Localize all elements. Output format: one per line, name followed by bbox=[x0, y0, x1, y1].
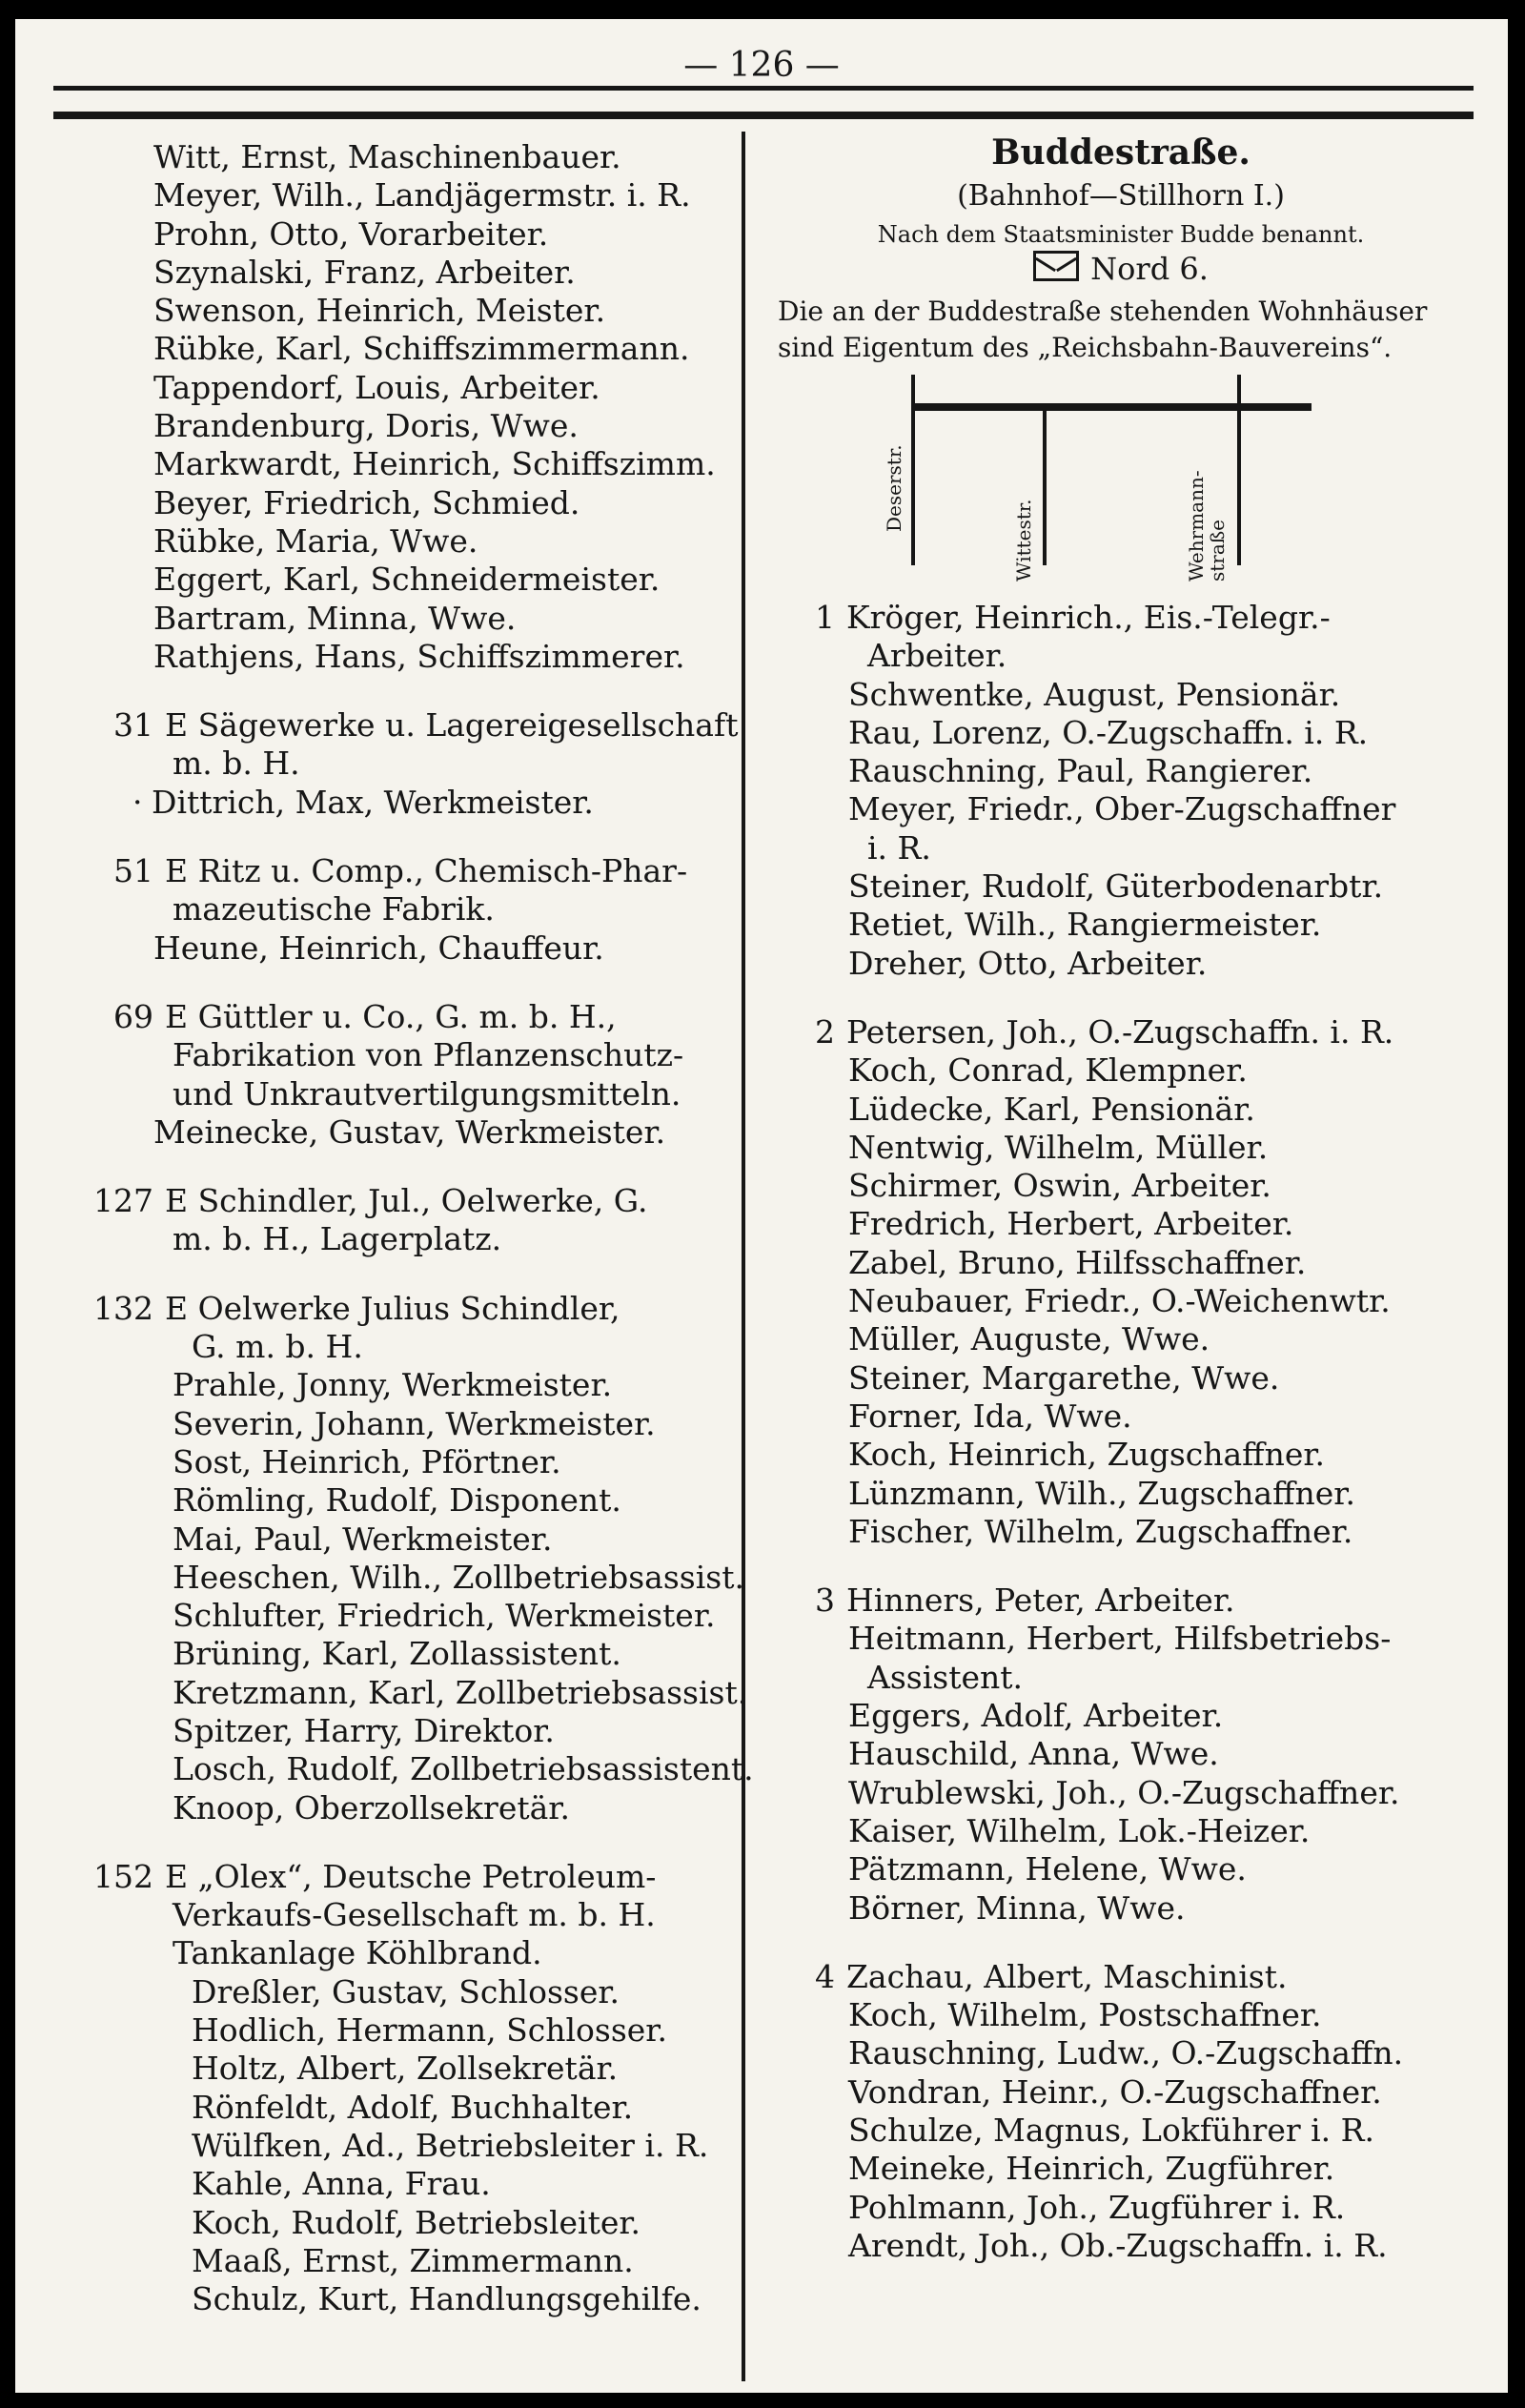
street-description bbox=[778, 294, 1474, 366]
resident: Beyer, Friedrich, Schmied. bbox=[153, 483, 580, 521]
street-map bbox=[768, 370, 1474, 599]
resident: Dreher, Otto, Arbeiter. bbox=[848, 944, 1208, 982]
resident: Meyer, Wilh., Landjägermstr. i. R. bbox=[153, 176, 691, 214]
map-cross-road bbox=[1237, 375, 1241, 565]
envelope-icon bbox=[1033, 251, 1079, 281]
initial-residents bbox=[87, 138, 727, 676]
resident: Bartram, Minna, Wwe. bbox=[153, 599, 517, 637]
right-column bbox=[768, 133, 1474, 2265]
resident: Maaß, Ernst, Zimmermann. bbox=[192, 2241, 634, 2279]
entry-header-cont: Verkaufs-Gesellschaft m. b. H. bbox=[173, 1896, 656, 1934]
entry-header: E Güttler u. Co., G. m. b. H., bbox=[165, 997, 617, 1035]
resident: Schlufter, Friedrich, Werkmeister. bbox=[173, 1597, 716, 1635]
house-number: 4 bbox=[815, 1957, 835, 1995]
resident: Sost, Heinrich, Pförtner. bbox=[173, 1442, 561, 1480]
residents-1 bbox=[768, 676, 1474, 791]
resident: Fischer, Wilhelm, Zugschaffner. bbox=[848, 1512, 1353, 1550]
entry-header: E Sägewerke u. Lagereigesellschaft bbox=[165, 706, 739, 745]
resident: Spitzer, Harry, Direktor. bbox=[173, 1711, 555, 1749]
resident: Schulze, Magnus, Lokführer i. R. bbox=[848, 2111, 1374, 2149]
postal-district-label: Nord 6. bbox=[1090, 251, 1209, 287]
residents-1b bbox=[768, 867, 1474, 983]
residents-4 bbox=[768, 1996, 1474, 2265]
house-number: 152 bbox=[93, 1857, 153, 1895]
resident: Petersen, Joh., O.-Zugschaffn. i. R. bbox=[846, 1012, 1394, 1051]
resident: Rauschning, Paul, Rangierer. bbox=[848, 752, 1313, 790]
resident: Wülfken, Ad., Betriebsleiter i. R. bbox=[192, 2126, 709, 2164]
resident-cont: i. R. bbox=[867, 828, 931, 867]
resident: Börner, Minna, Wwe. bbox=[848, 1888, 1186, 1927]
house-number: 3 bbox=[815, 1582, 835, 1620]
residents-132 bbox=[87, 1366, 754, 1827]
entry-152 bbox=[87, 1858, 727, 2319]
street-subtitle: (Bahnhof—Stillhorn I.) bbox=[957, 179, 1285, 213]
map-main-road bbox=[911, 403, 1312, 411]
resident: Eggert, Karl, Schneidermeister. bbox=[153, 561, 661, 599]
house-number: 127 bbox=[93, 1182, 153, 1220]
resident: Wrublewski, Joh., O.-Zugschaffner. bbox=[848, 1773, 1400, 1811]
resident: Rathjens, Hans, Schiffszimmerer. bbox=[153, 637, 685, 675]
resident-cont: Assistent. bbox=[867, 1658, 1023, 1696]
resident: Kaiser, Wilhelm, Lok.-Heizer. bbox=[848, 1811, 1311, 1849]
entry-header: E Ritz u. Comp., Chemisch-Phar- bbox=[165, 852, 688, 890]
resident: Eggers, Adolf, Arbeiter. bbox=[848, 1697, 1224, 1735]
resident: Neubauer, Friedr., O.-Weichenwtr. bbox=[848, 1282, 1391, 1320]
resident: Lüdecke, Karl, Pensionär. bbox=[848, 1090, 1255, 1128]
resident: Steiner, Rudolf, Güterbodenarbtr. bbox=[848, 867, 1384, 906]
resident: Koch, Rudolf, Betriebsleiter. bbox=[192, 2203, 641, 2241]
resident: Witt, Ernst, Maschinenbauer. bbox=[153, 138, 621, 175]
resident: Forner, Ida, Wwe. bbox=[848, 1397, 1132, 1435]
resident: Dreßler, Gustav, Schlosser. bbox=[192, 1972, 620, 2010]
resident: Pohlmann, Joh., Zugführer i. R. bbox=[848, 2188, 1346, 2226]
entry-132 bbox=[87, 1289, 754, 1827]
resident: Severin, Johann, Werkmeister. bbox=[173, 1404, 656, 1442]
header-rule-thick bbox=[53, 112, 1474, 119]
resident: Swenson, Heinrich, Meister. bbox=[153, 292, 606, 330]
resident: Schwentke, August, Pensionär. bbox=[848, 675, 1341, 713]
house-number: 31 bbox=[113, 706, 153, 745]
postal-district bbox=[768, 250, 1474, 294]
resident: Markwardt, Heinrich, Schiffszimm. bbox=[153, 445, 716, 483]
resident: Pätzmann, Helene, Wwe. bbox=[848, 1850, 1247, 1888]
resident-cont: Arbeiter. bbox=[867, 637, 1007, 675]
resident: Steiner, Margarethe, Wwe. bbox=[848, 1358, 1280, 1397]
resident: Koch, Conrad, Klempner. bbox=[848, 1051, 1248, 1090]
resident: Dittrich, Max, Werkmeister. bbox=[152, 783, 594, 821]
resident: Kretzmann, Karl, Zollbetriebsassist. bbox=[173, 1673, 748, 1711]
resident: Prahle, Jonny, Werkmeister. bbox=[173, 1366, 613, 1404]
street-description-line: Die an der Buddestraße stehenden Wohnhäuser bbox=[778, 296, 1428, 327]
resident: Nentwig, Wilhelm, Müller. bbox=[848, 1128, 1269, 1166]
resident: Kröger, Heinrich., Eis.-Telegr.- bbox=[846, 599, 1331, 636]
resident: Schirmer, Oswin, Arbeiter. bbox=[848, 1167, 1271, 1205]
directory-page bbox=[15, 19, 1508, 2393]
entry-51 bbox=[87, 852, 727, 968]
residents-152 bbox=[87, 1973, 727, 2319]
resident: Kahle, Anna, Frau. bbox=[192, 2165, 491, 2203]
resident: Fredrich, Herbert, Arbeiter. bbox=[848, 1205, 1294, 1243]
resident: Rönfeldt, Adolf, Buchhalter. bbox=[192, 2088, 634, 2126]
resident: Heeschen, Wilh., Zollbetriebsassist. bbox=[173, 1558, 744, 1596]
resident: Koch, Wilhelm, Postschaffner. bbox=[848, 1996, 1322, 2034]
street-description-line: sind Eigentum des „Reichsbahn-Bauvereins“. bbox=[778, 332, 1393, 363]
house-1 bbox=[768, 599, 1474, 983]
residents-3 bbox=[768, 1697, 1474, 1928]
resident: Hauschild, Anna, Wwe. bbox=[848, 1735, 1219, 1773]
column-divider bbox=[742, 132, 745, 2381]
house-number: 1 bbox=[815, 599, 835, 636]
house-3 bbox=[768, 1582, 1474, 1928]
entry-header-cont: G. m. b. H. bbox=[192, 1328, 363, 1366]
entry-header-cont: Tankanlage Köhlbrand. bbox=[173, 1934, 542, 1972]
house-2 bbox=[768, 1013, 1474, 1551]
street-note: Nach dem Staatsminister Budde benannt. bbox=[877, 221, 1365, 248]
resident: Meyer, Friedr., Ober-Zugschaffner bbox=[848, 790, 1396, 828]
entry-header: E Oelwerke Julius Schindler, bbox=[165, 1289, 620, 1327]
residents-2 bbox=[768, 1051, 1474, 1551]
entry-header-cont: und Unkrautvertilgungsmitteln. bbox=[173, 1074, 681, 1112]
entry-header-cont: mazeutische Fabrik. bbox=[173, 890, 495, 929]
house-number: 69 bbox=[113, 997, 153, 1035]
map-street-label: Wittestr. bbox=[1012, 499, 1035, 582]
map-street-label: Wehrmann-straße bbox=[1185, 470, 1229, 582]
resident: Koch, Heinrich, Zugschaffner. bbox=[848, 1436, 1326, 1474]
house-number: 132 bbox=[93, 1289, 153, 1327]
resident: Hinners, Peter, Arbeiter. bbox=[846, 1582, 1235, 1620]
resident: Knoop, Oberzollsekretär. bbox=[173, 1788, 570, 1826]
entry-header: E „Olex“, Deutsche Petroleum- bbox=[165, 1857, 657, 1895]
street-title: Buddestraße. bbox=[991, 133, 1250, 173]
resident: Meineke, Heinrich, Zugführer. bbox=[848, 2150, 1335, 2188]
resident: Prohn, Otto, Vorarbeiter. bbox=[153, 214, 549, 253]
page-number: — 126 — bbox=[683, 46, 840, 85]
resident: Meinecke, Gustav, Werkmeister. bbox=[153, 1112, 666, 1151]
entry-header-cont: Fabrikation von Pflanzenschutz- bbox=[173, 1036, 684, 1074]
left-column bbox=[87, 138, 754, 2318]
resident: Römling, Rudolf, Disponent. bbox=[173, 1481, 621, 1520]
house-number: 2 bbox=[815, 1012, 835, 1051]
resident: Holtz, Albert, Zollsekretär. bbox=[192, 2050, 619, 2088]
resident: Arendt, Joh., Ob.-Zugschaffn. i. R. bbox=[848, 2226, 1388, 2264]
resident: Lünzmann, Wilh., Zugschaffner. bbox=[848, 1474, 1355, 1512]
resident: Brandenburg, Doris, Wwe. bbox=[153, 407, 579, 445]
resident: Szynalski, Franz, Arbeiter. bbox=[153, 253, 576, 291]
resident: Rübke, Karl, Schiffszimmermann. bbox=[153, 330, 690, 368]
resident: Zabel, Bruno, Hilfsschaffner. bbox=[848, 1243, 1307, 1281]
resident: Müller, Auguste, Wwe. bbox=[848, 1320, 1210, 1358]
resident: Retiet, Wilh., Rangiermeister. bbox=[848, 906, 1322, 944]
resident: Brüning, Karl, Zollassistent. bbox=[173, 1635, 621, 1673]
map-cross-road bbox=[1043, 411, 1047, 565]
resident: Hodlich, Hermann, Schlosser. bbox=[192, 2011, 667, 2050]
resident: Zachau, Albert, Maschinist. bbox=[846, 1957, 1288, 1995]
resident: Schulz, Kurt, Handlungsgehilfe. bbox=[192, 2280, 702, 2318]
entry-127 bbox=[87, 1182, 727, 1259]
entry-header-cont: m. b. H., Lagerplatz. bbox=[173, 1220, 502, 1258]
house-number: 51 bbox=[113, 852, 153, 890]
entry-31 bbox=[87, 706, 739, 822]
entry-69 bbox=[87, 998, 727, 1152]
header-rule-thin bbox=[53, 86, 1474, 91]
house-4 bbox=[768, 1958, 1474, 2265]
resident: Heune, Heinrich, Chauffeur. bbox=[153, 929, 604, 967]
resident: Heitmann, Herbert, Hilfsbetriebs- bbox=[848, 1620, 1392, 1658]
resident: Losch, Rudolf, Zollbetriebsassistent. bbox=[173, 1750, 754, 1788]
entry-header-cont: m. b. H. bbox=[173, 745, 300, 783]
bullet-mark: · bbox=[132, 783, 143, 821]
resident: Rübke, Maria, Wwe. bbox=[153, 521, 478, 560]
resident: Rauschning, Ludw., O.-Zugschaffn. bbox=[848, 2034, 1404, 2072]
resident: Mai, Paul, Werkmeister. bbox=[173, 1520, 553, 1558]
entry-header: E Schindler, Jul., Oelwerke, G. bbox=[165, 1182, 648, 1220]
resident: Rau, Lorenz, O.-Zugschaffn. i. R. bbox=[848, 713, 1369, 751]
resident: Vondran, Heinr., O.-Zugschaffner. bbox=[848, 2072, 1382, 2111]
resident: Tappendorf, Louis, Arbeiter. bbox=[153, 368, 600, 406]
map-street-label: Deserstr. bbox=[883, 444, 905, 532]
